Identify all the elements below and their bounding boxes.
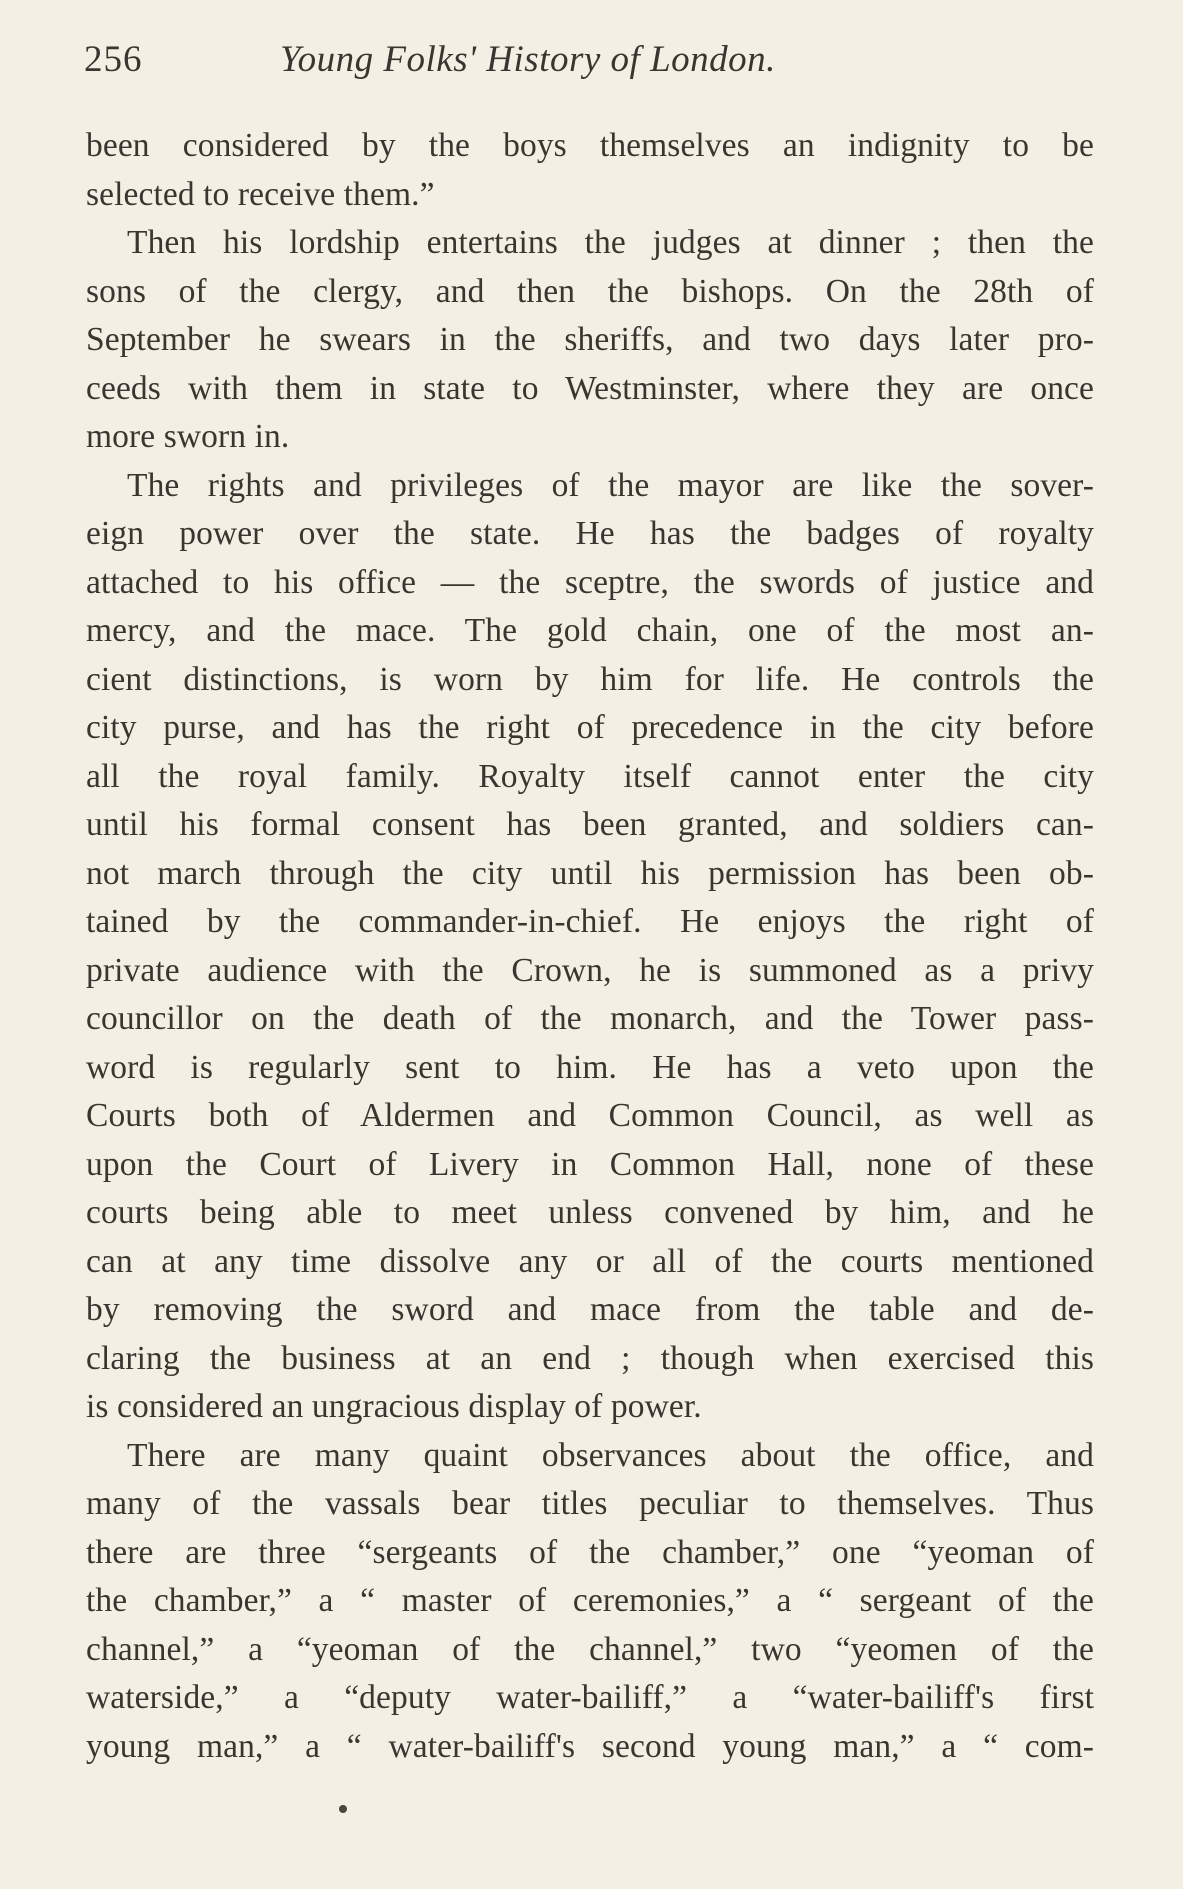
text-line: all the royal family. Royalty itself cannot enter the city [86, 757, 1094, 795]
text-line: until his formal consent has been granted, and soldiers can- [86, 806, 1094, 843]
text-line: more sworn in. [86, 418, 290, 455]
text-line: the chamber,” a “ master of ceremonies,” a “ sergeant of the [86, 1582, 1094, 1619]
text-line: claring the business at an end ; though when exercised this [86, 1339, 1094, 1377]
text-line: private audience with the Crown, he is summoned as a privy [86, 951, 1094, 989]
running-title: Young Folks' History of London. [280, 39, 776, 80]
text-line: word is regularly sent to him. He has a veto upon the [86, 1048, 1094, 1086]
running-head [84, 30, 1094, 90]
text-line: September he swears in the sheriffs, and two days later pro- [86, 321, 1094, 358]
text-line: waterside,” a “deputy water-bailiff,” a “water-bailiff's first [86, 1679, 1094, 1716]
body-text [86, 122, 1094, 1771]
text-line: many of the vassals bear titles peculiar to themselves. Thus [86, 1485, 1094, 1522]
text-line: been considered by the boys themselves an indignity to be [86, 127, 1094, 164]
text-line: councillor on the death of the monarch, and the Tower pass- [86, 1000, 1094, 1037]
text-line: city purse, and has the right of precedence in the city before [86, 709, 1094, 746]
text-line: Then his lordship entertains the judges at dinner ; then the [127, 224, 1094, 261]
text-line: young man,” a “ water-bailiff's second young man,” a “ com- [86, 1727, 1094, 1765]
printer-mark [339, 1805, 347, 1813]
text-line: sons of the clergy, and then the bishops. On the 28th of [86, 272, 1094, 310]
text-line: there are three “sergeants of the chamber,” one “yeoman of [86, 1533, 1094, 1571]
text-line: upon the Court of Livery in Common Hall, none of these [86, 1145, 1094, 1183]
text-line: channel,” a “yeoman of the channel,” two “yeomen of the [86, 1630, 1094, 1668]
text-line: Courts both of Aldermen and Common Council, as well as [86, 1097, 1094, 1134]
text-line: tained by the commander-in-chief. He enjoys the right of [86, 903, 1094, 940]
text-line: eign power over the state. He has the badges of royalty [86, 515, 1094, 552]
text-line: selected to receive them.” [86, 175, 435, 213]
text-line: There are many quaint observances about the office, and [127, 1436, 1094, 1474]
page-number: 256 [84, 39, 143, 80]
text-line: can at any time dissolve any or all of the courts mentioned [86, 1242, 1094, 1280]
text-line: The rights and privileges of the mayor are like the sover- [127, 466, 1094, 504]
text-line: not march through the city until his permission has been ob- [86, 854, 1094, 892]
text-line: courts being able to meet unless convened by him, and he [86, 1194, 1094, 1231]
text-line: mercy, and the mace. The gold chain, one of the most an- [86, 612, 1094, 649]
text-line: is considered an ungracious display of power. [86, 1388, 702, 1425]
text-line: ceeds with them in state to Westminster, where they are once [86, 369, 1094, 407]
text-line: cient distinctions, is worn by him for life. He controls the [86, 660, 1094, 698]
text-line: attached to his office — the sceptre, the swords of justice and [86, 563, 1094, 601]
text-line: by removing the sword and mace from the table and de- [86, 1291, 1094, 1328]
